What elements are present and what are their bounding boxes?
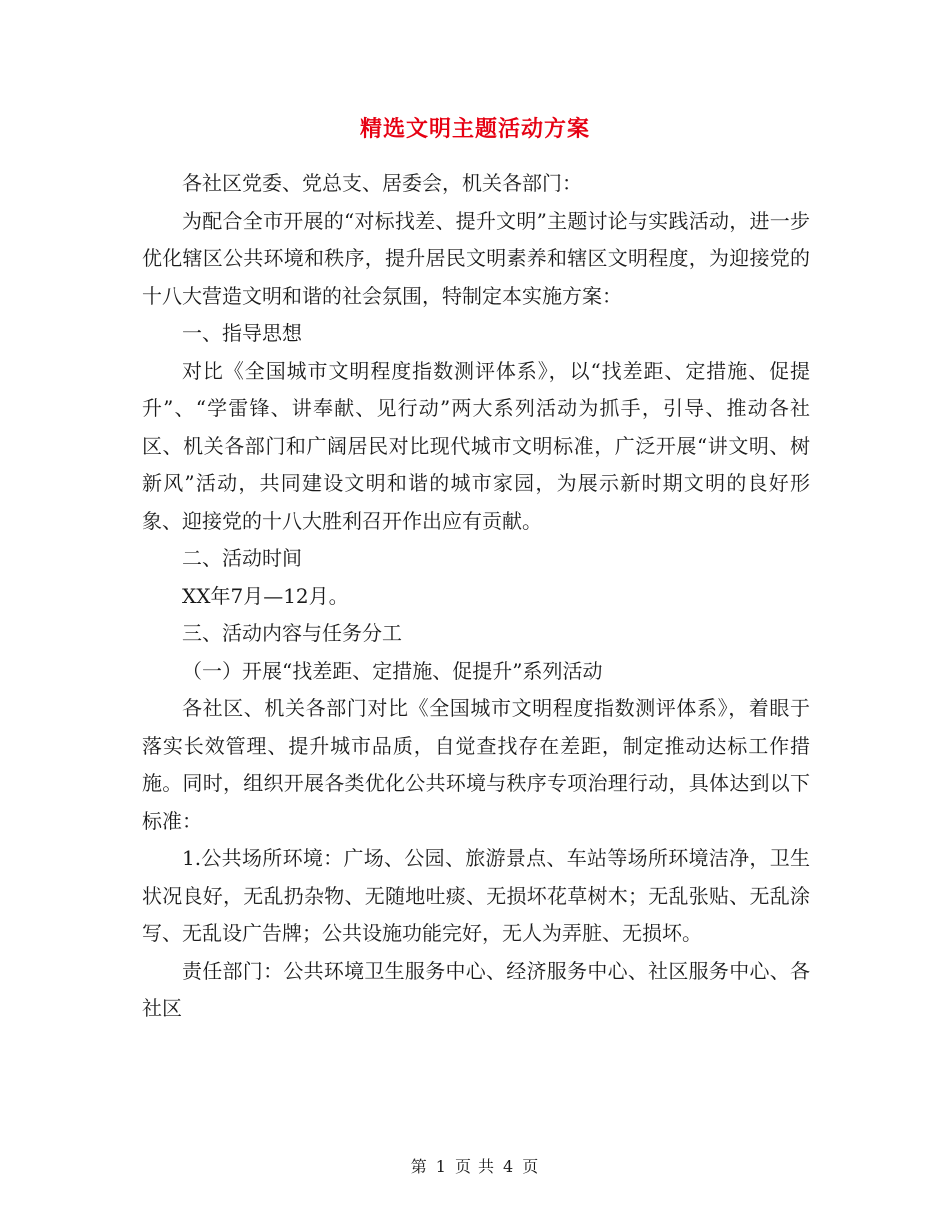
document-title: 精选文明主题活动方案 [359,116,590,142]
section-heading-activity-time: 二、活动时间 [182,546,302,570]
page-number: 1 [435,1157,447,1176]
intro-paragraph: 为配合全市开展的“对标找差、提升文明”主题讨论与实践活动，进一步优化辖区公共环境和秩序，提升居民文明素养和辖区文明程度，为迎接党的十八大营造文明和谐的社会氛围，特制定本实施方案： [142,208,810,308]
content-paragraph: 各社区、机关各部门对比《全国城市文明程度指数测评体系》，着眼于落实长效管理、提升城市品质，自觉查找存在差距，制定推动达标工作措施。同时，组织开展各类优化公共环境与秩序专项治理行动，具体达到以下标准： [142,696,810,833]
section-heading-guiding-idea: 一、指导思想 [182,321,302,345]
document-body [142,165,810,1028]
section-heading-content: 三、活动内容与任务分工 [182,621,402,645]
standard-item-1: 1.公共场所环境：广场、公园、旅游景点、车站等场所环境洁净，卫生状况良好，无乱扔杂物、无随地吐痰、无损坏花草树木；无乱张贴、无乱涂写、无乱设广告牌；公共设施功能完好，无人为弄脏、无损坏。 [142,846,810,945]
guiding-idea-paragraph: 对比《全国城市文明程度指数测评体系》，以“找差距、定措施、促提升”、“学雷锋、讲奉献、见行动”两大系列活动为抓手，引导、推动各社区、机关各部门和广阔居民对比现代城市文明标准，广泛开展“讲文明、树新风”活动，共同建设文明和谐的城市家园，为展示新时期文明的良好形象、迎接党的十八大胜利召开作出应有贡献。 [142,358,810,533]
page-total: 4 [503,1157,515,1176]
subsection-heading-1: （一）开展“找差距、定措施、促提升”系列活动 [182,658,603,683]
footer-prefix: 第 [410,1157,428,1176]
activity-time-paragraph: XX年7月—12月。 [182,583,349,608]
page-footer [0,1154,950,1177]
footer-suffix: 页 [522,1157,540,1176]
salutation-paragraph: 各社区党委、党总支、居委会，机关各部门： [182,171,582,195]
footer-mid: 页 共 [454,1157,496,1176]
responsible-departments: 责任部门：公共环境卫生服务中心、经济服务中心、社区服务中心、各社区 [142,958,810,1020]
